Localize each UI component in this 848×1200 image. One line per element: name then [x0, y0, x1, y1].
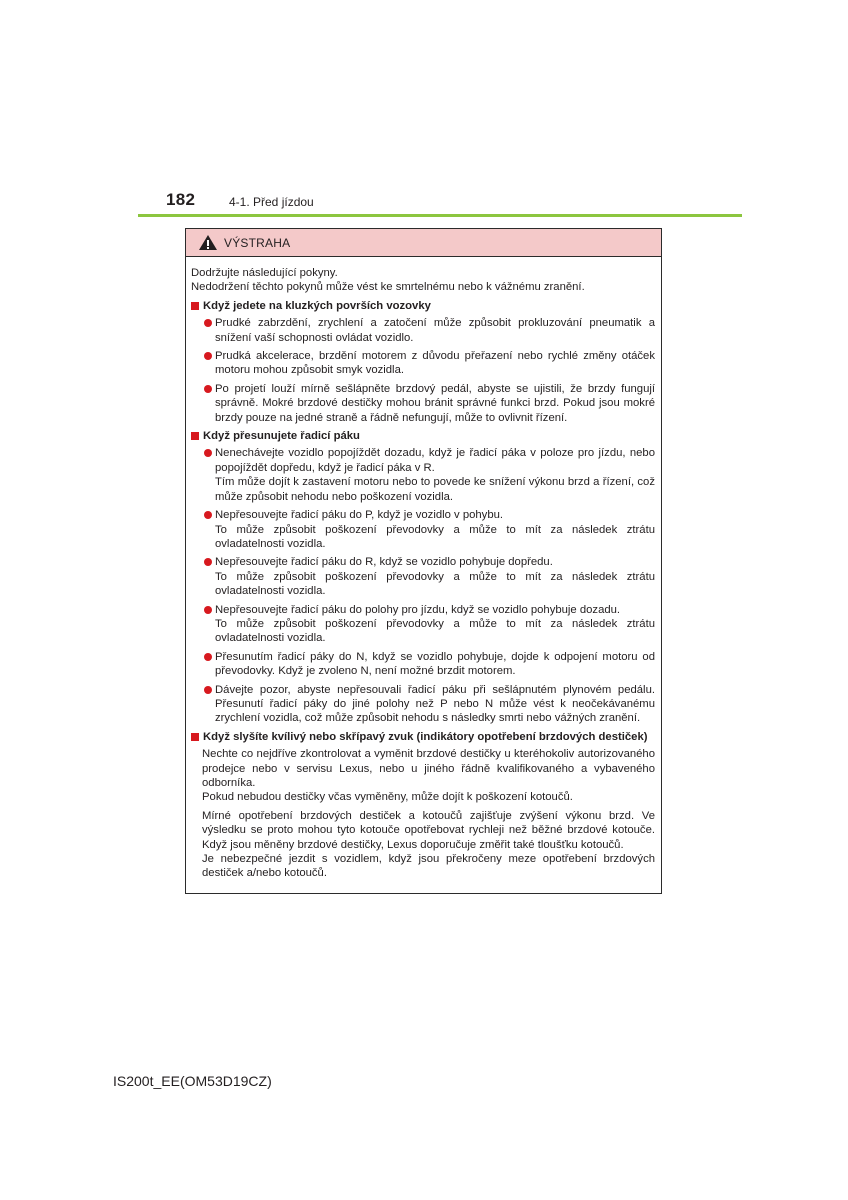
- bullet-text: Prudká akcelerace, brzdění motorem z důvodu přeřazení nebo rychlé změny otáček motoru mohou způsobit smyk vozidla.: [215, 350, 655, 377]
- bullet-text: Nenechávejte vozidlo popojíždět dozadu, když je řadicí páka v poloze pro jízdu, nebo popojíždět dopředu, když je řadicí páka v R.: [215, 447, 655, 474]
- section-heading: [191, 299, 655, 313]
- round-bullet-icon: [204, 319, 212, 327]
- paragraph-text: Nechte co nejdříve zkontrolovat a vyměnit brzdové destičky u kteréhokoliv autorizovaného prodejce nebo v servisu Lexus, nebo u jiného řádně kvalifikovaného a vybaveného odborníka.: [202, 748, 655, 789]
- square-bullet-icon: [191, 733, 199, 741]
- bullet-item: [191, 603, 655, 646]
- intro-line: Dodržujte následující pokyny.: [191, 267, 338, 279]
- page-number: 182: [166, 190, 196, 209]
- round-bullet-icon: [204, 352, 212, 360]
- round-bullet-icon: [204, 385, 212, 393]
- section-heading-text: Když jedete na kluzkých površích vozovky: [203, 299, 431, 312]
- bullet-item: [191, 650, 655, 679]
- section-title: 4-1. Před jízdou: [229, 195, 314, 209]
- round-bullet-icon: [204, 511, 212, 519]
- paragraph: [191, 747, 655, 805]
- bullet-item: [191, 683, 655, 726]
- round-bullet-icon: [204, 558, 212, 566]
- warning-content: [186, 257, 661, 881]
- bullet-text: To může způsobit poškození převodovky a může to mít za následek ztrátu ovladatelnosti vozidla.: [215, 523, 655, 550]
- document-code: IS200t_EE(OM53D19CZ): [113, 1073, 272, 1089]
- round-bullet-icon: [204, 606, 212, 614]
- bullet-text: To může způsobit poškození převodovky a může to mít za následek ztrátu ovladatelnosti vozidla.: [215, 570, 655, 598]
- bullet-item: [191, 555, 655, 598]
- bullet-text: Přesunutím řadicí páky do N, když se vozidlo pohybuje, dojde k odpojení motoru od převodovky. Když je zvoleno N, není možné brzdit motorem.: [215, 650, 655, 678]
- header-rule: [138, 214, 742, 217]
- warning-title: VÝSTRAHA: [224, 235, 291, 250]
- bullet-text: Po projetí louží mírně sešlápněte brzdový pedál, abyste se ujistili, že brzdy fungují správně. Mokré brzdové destičky mohou bránit správné funkci brzd. Pokud jsou mokré brzdy pouze na jedné straně a řádně nefungují, může to ovlivnit řízení.: [215, 382, 655, 424]
- square-bullet-icon: [191, 432, 199, 440]
- bullet-item: [191, 508, 655, 551]
- bullet-text: Prudké zabrzdění, zrychlení a zatočení může způsobit prokluzování pneumatik a snížení vaší schopnosti ovládat vozidlo.: [215, 317, 655, 344]
- bullet-text: Tím může dojít k zastavení motoru nebo to povede ke snížení výkonu brzd a řízení, což může způsobit nehodu nebo poškození vozidla.: [215, 476, 655, 503]
- bullet-text: Nepřesouvejte řadicí páku do polohy pro jízdu, když se vozidlo pohybuje dozadu.: [215, 603, 621, 616]
- round-bullet-icon: [204, 653, 212, 661]
- round-bullet-icon: [204, 449, 212, 457]
- warning-triangle-icon: [198, 234, 218, 251]
- bullet-item: [191, 316, 655, 345]
- paragraph-text: Je nebezpečné jezdit s vozidlem, když jsou překročeny meze opotřebení brzdových destiček a/nebo kotoučů.: [202, 853, 655, 880]
- bullet-item: [191, 382, 655, 425]
- paragraph: [191, 809, 655, 881]
- bullet-item: [191, 446, 655, 504]
- warning-box: [185, 228, 662, 894]
- paragraph-text: Pokud nebudou destičky včas vyměněny, může dojít k poškození kotoučů.: [202, 791, 573, 804]
- square-bullet-icon: [191, 302, 199, 310]
- section-heading-text: Když přesunujete řadicí páku: [203, 430, 360, 443]
- section-heading: [191, 429, 655, 443]
- bullet-text: Dávejte pozor, abyste nepřesouvali řadicí páku při sešlápnutém plynovém pedálu. Přesunutí řadicí páky do jiné polohy než P nebo N může vést k neočekávanému zrychlení vozidla, což může způsobit nehodu s následky smrti nebo vážných zranění.: [215, 683, 655, 725]
- bullet-text: Nepřesouvejte řadicí páku do P, když je vozidlo v pohybu.: [215, 509, 504, 522]
- paragraph-text: Mírné opotřebení brzdových destiček a kotoučů zajišťuje zvýšení výkonu brzd. Ve výsledku se proto mohou tyto kotouče opotřebovat rychleji než běžné brzdové kotouče. Když jsou měněny brzdové destičky, Lexus doporučuje změřit také tloušťku kotoučů.: [202, 809, 655, 851]
- bullet-item: [191, 349, 655, 378]
- section-heading: [191, 730, 655, 744]
- warning-header: [186, 229, 661, 257]
- bullet-text: Nepřesouvejte řadicí páku do R, když se vozidlo pohybuje dopředu.: [215, 556, 553, 569]
- section-heading-text: Když slyšíte kvílivý nebo skřípavý zvuk (indikátory opotřebení brzdových destiček): [203, 730, 648, 743]
- bullet-text: To může způsobit poškození převodovky a může to mít za následek ztrátu ovladatelnosti vozidla.: [215, 617, 655, 645]
- round-bullet-icon: [204, 686, 212, 694]
- intro-line: Nedodržení těchto pokynů může vést ke smrtelnému nebo k vážnému zranění.: [191, 281, 585, 294]
